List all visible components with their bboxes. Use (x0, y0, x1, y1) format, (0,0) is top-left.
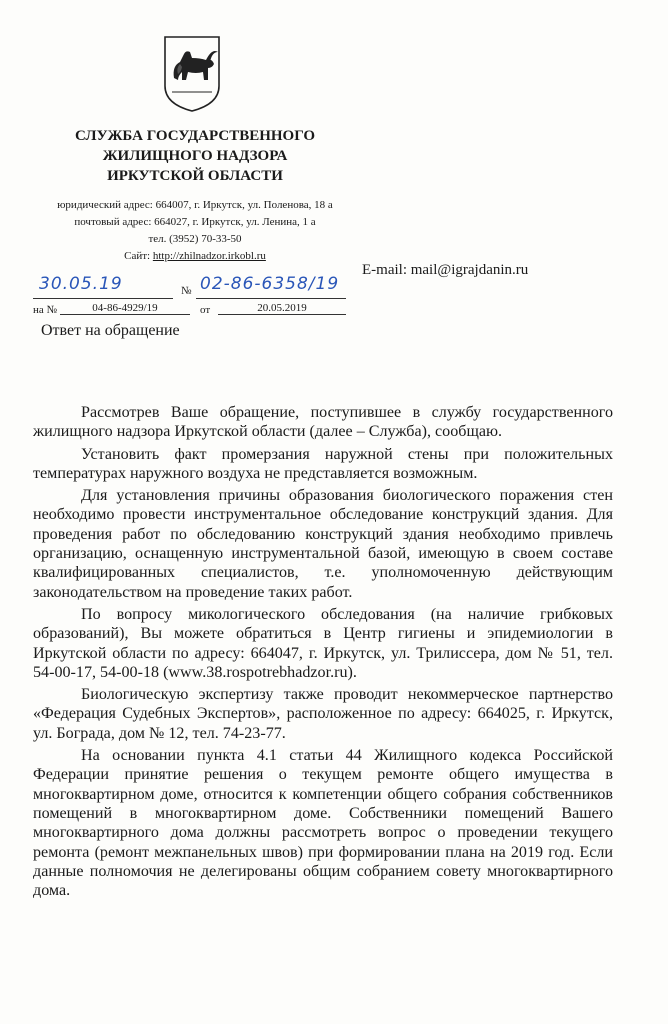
website-label: Сайт: (124, 250, 153, 262)
outgoing-date-handwritten: 30.05.19 (39, 274, 123, 294)
ref-prefix: на № (33, 304, 58, 316)
paragraph-6: На основании пункта 4.1 статьи 44 Жилищного кодекса Российской Федерации принятие решения о текущем ремонте общего имущества в многоквартирном доме, относится к компетенции общего собрания собственников помещений в многоквартирном доме. Собственники помещений Вашего многоквартирного дома должны рассмотреть вопрос о проведении текущего ремонта (ремонт межпанельных швов) при формировании плана на 2019 год. Если данные полномочия не делегированы общим собранием совету многоквартирного дома. (33, 747, 613, 900)
ref-number: 04-86-4929/19 (60, 302, 190, 315)
legal-address: юридический адрес: 664007, г. Иркутск, ул. Поленова, 18 а (57, 199, 333, 211)
website-link[interactable]: http://zhilnadzor.irkobl.ru (152, 250, 266, 262)
org-name-line-1: СЛУЖБА ГОСУДАРСТВЕННОГО (74, 128, 316, 144)
outgoing-number-handwritten: 02-86-6358/19 (200, 274, 340, 294)
recipient-email: E-mail: mail@igrajdanin.ru (362, 262, 529, 278)
paragraph-2: Установить факт промерзания наружной стены при положительных температурах наружного воздуха не представляется возможным. (33, 445, 613, 482)
letter-body (33, 403, 613, 903)
number-sign: № (181, 285, 192, 297)
website-line (20, 249, 370, 264)
paragraph-1: Рассмотрев Ваше обращение, поступившее в службу государственного жилищного надзора Иркутской области (далее – Служба), сообщаю. (33, 404, 613, 441)
irkutsk-babr-emblem-icon (162, 34, 222, 114)
ref-date: 20.05.2019 (218, 302, 346, 315)
paragraph-4: По вопросу микологического обследования (на наличие грибковых образований), Вы можете обратиться в Центр гигиены и эпидемиологии в Иркутской области по адресу: 664047, г. Иркутск, ул. Трилиссера, дом № 51, тел. 54-00-17, 54-00-18 (www.38.rospotrebhadzor.ru). (33, 605, 613, 681)
subject-line: Ответ на обращение (41, 322, 180, 339)
phone-number: тел. (3952) 70-33-50 (148, 233, 242, 245)
postal-address: почтовый адрес: 664027, г. Иркутск, ул. Ленина, 1 а (74, 216, 316, 228)
org-name-line-3: ИРКУТСКОЙ ОБЛАСТИ (107, 168, 283, 184)
outgoing-date-line (33, 276, 173, 299)
outgoing-number-line (196, 276, 346, 299)
ref-from: от (200, 304, 211, 316)
paragraph-5: Биологическую экспертизу также проводит некоммерческое партнерство «Федерация Судебных Экспертов», расположенное по адресу: 664025, г. Иркутск, ул. Бограда, дом № 12, тел. 74-23-77. (33, 686, 613, 742)
paragraph-3: Для установления причины образования биологического поражения стен необходимо провести инструментальное обследование конструкций здания. Для проведения работ по обследованию конструкций здания необходимо привлечь организацию, оснащенную инструментальной базой, имеющую в своем составе квалифицированных специалистов, т.е. уполномоченную действующим законодательством на проведение таких работ. (33, 487, 613, 601)
org-name-line-2: ЖИЛИЩНОГО НАДЗОРА (102, 148, 288, 164)
